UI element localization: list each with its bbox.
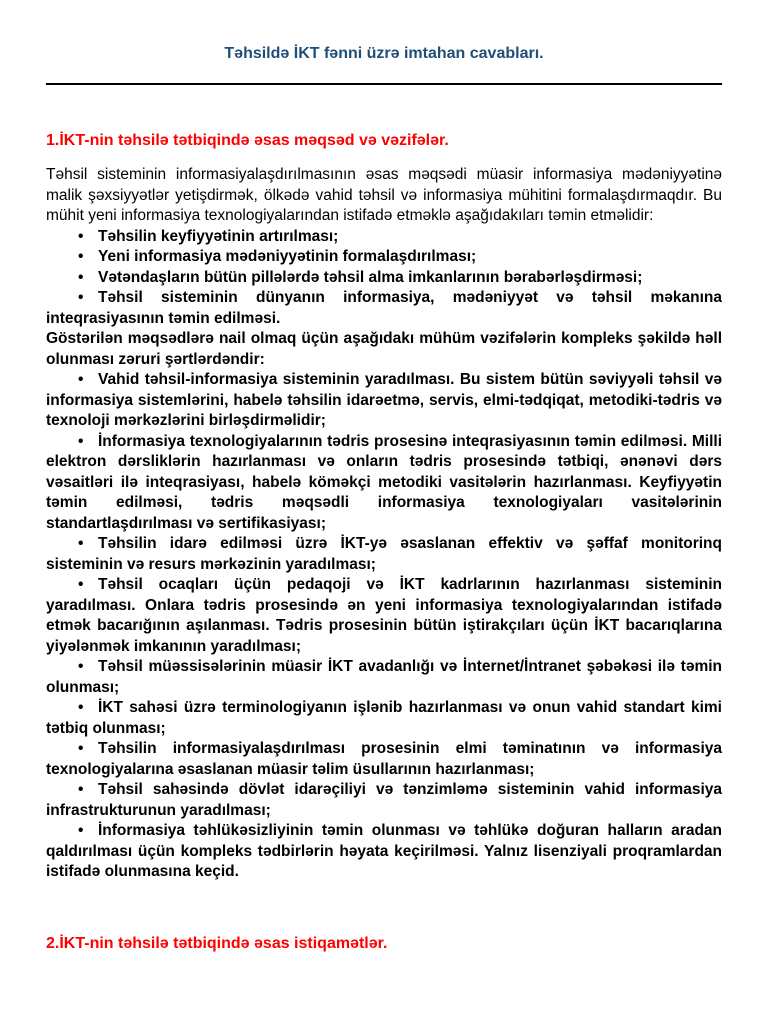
bullet-icon: • [78,740,84,757]
task-text: Təhsil ocaqları üçün pedaqoji və İKT kadrlarının hazırlanması sisteminin yaradılması. Onlara tədris prosesində ən yeni informasiya texnologiyalarından istifadə etmək bacarığının aşılanması. Tədris prosesinin bütün iştirakçıları üçün İKT bacarıqlarına yiyələnmək imkanının yaradılması; [46,576,722,655]
bullet-icon: • [78,432,84,450]
bullet-icon: • [78,289,84,306]
task-text: İKT sahəsi üzrə terminologiyanın işlənib hazırlanması və onun vahid standart kimi tətbiq olunması; [46,699,722,737]
tasks-intro: Göstərilən məqsədlərə nail olmaq üçün aşağıdakı mühüm vəzifələrin kompleks şəkildə həll olunması zəruri şərtlərdəndir: [46,330,722,368]
list-item [46,575,722,657]
list-item [46,821,722,883]
list-item [46,698,722,739]
bullet-icon: • [78,371,84,388]
tasks-list [46,370,722,883]
list-item [46,739,722,780]
list-item [46,268,722,289]
goal-text: Təhsil sisteminin dünyanın informasiya, mədəniyyət və təhsil məkanına inteqrasiyasının təmin edilməsi. [46,289,722,327]
list-item [46,432,722,535]
task-text: Təhsilin idarə edilməsi üzrə İKT-yə əsaslanan effektiv və şəffaf monitorinq sisteminin və resurs mərkəzinin yaradılması; [46,535,722,573]
bullet-icon: • [78,576,84,593]
bullet-icon: • [78,658,84,675]
goals-list [46,227,722,330]
section-1-body [46,165,722,883]
task-text: Təhsilin informasiyalaşdırılması prosesinin elmi təminatının və informasiya texnologiyalarına əsaslanan müasir təlim üsullarının hazırlanması; [46,740,722,778]
bullet-icon: • [78,268,84,286]
list-item [46,657,722,698]
task-text: Vahid təhsil-informasiya sisteminin yaradılması. Bu sistem bütün səviyyəli təhsil və informasiya sistemlərini, habelə təhsilin idarəetmə, servis, elmi-tədqiqat, metodiki-tədris və texnoloji mərkəzlərini birləşdirməlidir; [46,371,722,429]
goal-text: Yeni informasiya mədəniyyətinin formalaşdırılması; [98,248,477,265]
section-1-heading: 1.İKT-nin təhsilə tətbiqində əsas məqsəd və vəzifələr. [46,132,449,149]
bullet-icon: • [78,699,84,716]
bullet-icon: • [78,535,84,552]
section-2-heading: 2.İKT-nin təhsilə tətbiqində əsas istiqamətlər. [46,935,388,952]
task-text: İnformasiya texnologiyalarının tədris prosesinə inteqrasiyasının təmin edilməsi. Milli elektron dərsliklərin hazırlanması və onların tədris prosesində tətbiqi, ənənəvi dərs vəsaitləri ilə inteqrasiyası, habelə köməkçi metodiki vasitələrin hazırlanması. Keyfiyyətin təmin edilməsi, tədris məqsədli informasiya texnologiyaları vasitələrinin standartlaşdırılması və sertifikasiyası; [46,432,722,532]
bullet-icon: • [78,248,84,265]
task-text: Təhsil müəssisələrinin müasir İKT avadanlığı və İnternet/İntranet şəbəkəsi ilə təmin olunması; [46,658,722,696]
list-item [46,288,722,329]
bullet-icon: • [78,822,84,839]
bullet-icon: • [78,227,84,245]
list-item [46,247,722,268]
list-item [46,534,722,575]
title-divider [46,83,722,85]
bullet-icon: • [78,781,84,798]
document-title: Təhsildə İKT fənni üzrə imtahan cavabları. [224,45,544,62]
list-item [46,780,722,821]
goal-text: Vətəndaşların bütün pillələrdə təhsil alma imkanlarının bərabərləşdirməsi; [98,268,643,286]
intro-paragraph: Təhsil sisteminin informasiyalaşdırılmasının əsas məqsədi müasir informasiya mədəniyyətinə malik şəxsiyyətlər yetişdirmək, ölkədə vahid təhsil və informasiya mühitini formalaşdırmaqdır. Bu mühit yeni informasiya texnologiyalarından istifadə etməklə aşağıdakıları təmin etməlidir: [46,166,722,224]
list-item [46,227,722,248]
task-text: Təhsil sahəsində dövlət idarəçiliyi və tənzimləmə sisteminin vahid informasiya infrastrukturunun yaradılması; [46,781,722,819]
goal-text: Təhsilin keyfiyyətinin artırılması; [98,227,339,245]
list-item [46,370,722,432]
task-text: İnformasiya təhlükəsizliyinin təmin olunması və təhlükə doğuran halların aradan qaldırılması üçün kompleks tədbirlərin həyata keçirilməsi. Yalnız lisenziyali proqramlardan istifadə olunmasına keçid. [46,822,722,880]
